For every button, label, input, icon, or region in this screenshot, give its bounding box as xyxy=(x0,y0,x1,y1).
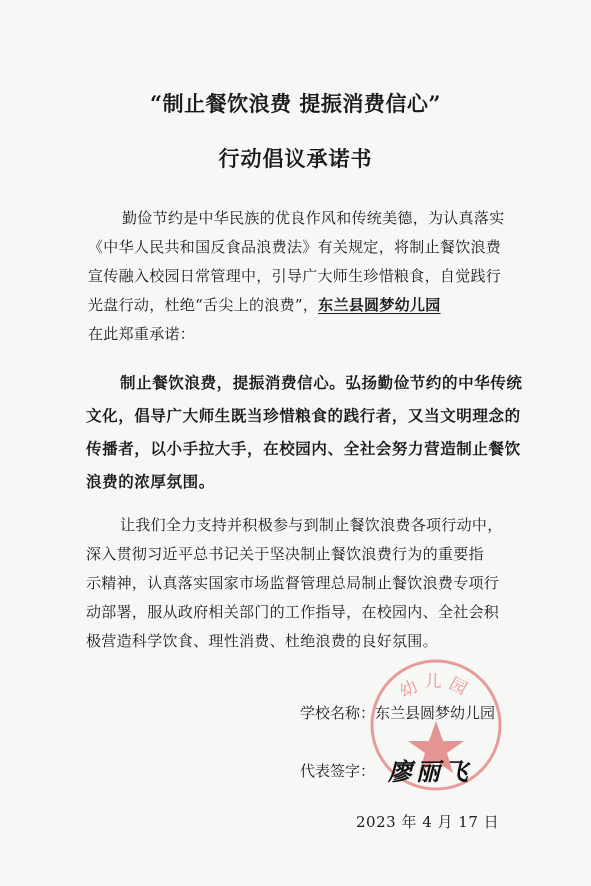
paragraph-1 xyxy=(88,204,548,349)
handwritten-signature: 廖丽飞 xyxy=(388,757,472,786)
paragraph-2-line-3: 传播者，以小手拉大手，在校园内、全社会努力营造制止餐饮 xyxy=(86,439,521,458)
paragraph-1-line-4 xyxy=(88,291,548,320)
paragraph-3-line-1: 让我们全力支持并积极参与到制止餐饮浪费各项行动中， xyxy=(120,516,503,534)
school-name-underlined: 东兰县圆梦幼儿园 xyxy=(318,296,441,314)
svg-text:幼儿园 xyxy=(397,672,476,703)
paragraph-3-line-2: 深入贯彻习近平总书记关于坚决制止餐饮浪费行为的重要指 xyxy=(86,545,484,563)
paragraph-2-line-1: 制止餐饮浪费，提振消费信心。弘扬勤俭节约的中华传统 xyxy=(120,373,523,392)
school-name-signature: 学校名称：东兰县圆梦幼儿园 xyxy=(300,704,496,722)
title-line-1: “制止餐饮浪费 提振消费信心” xyxy=(150,91,441,116)
paragraph-2 xyxy=(86,366,546,498)
paragraph-1-line-2: 《中华人民共和国反食品浪费法》有关规定，将制止餐饮浪费 xyxy=(88,238,502,256)
paragraph-2-line-2: 文化，倡导广大师生既当珍惜粮食的践行者，又当文明理念的 xyxy=(86,406,521,425)
seal-text: 幼儿园 xyxy=(396,672,476,703)
representative-label: 代表签字： xyxy=(300,762,376,780)
document-date: 2023 年 4 月 17 日 xyxy=(356,813,500,831)
paragraph-1-line-3: 宣传融入校园日常管理中，引导广大师生珍惜粮食，自觉践行 xyxy=(88,267,502,285)
paragraph-3-line-5: 极营造科学饮食、理性消费、杜绝浪费的良好氛围。 xyxy=(86,632,438,650)
title-line-2: 行动倡议承诺书 xyxy=(218,146,373,171)
paragraph-2-line-4: 浪费的浓厚氛围。 xyxy=(86,472,215,491)
paragraph-1-line-5: 在此郑重承诺： xyxy=(88,325,196,343)
paragraph-1-line-4-text: 光盘行动，杜绝“舌尖上的浪费”， xyxy=(88,296,319,314)
paragraph-3-line-3: 示精神，认真落实国家市场监督管理总局制止餐饮浪费专项行 xyxy=(86,574,500,592)
paragraph-3-line-4: 动部署，服从政府相关部门的工作指导，在校园内、全社会积 xyxy=(86,603,500,621)
paragraph-3 xyxy=(86,511,546,656)
paragraph-1-line-1: 勤俭节约是中华民族的优良作风和传统美德，为认真落实 xyxy=(122,209,505,227)
